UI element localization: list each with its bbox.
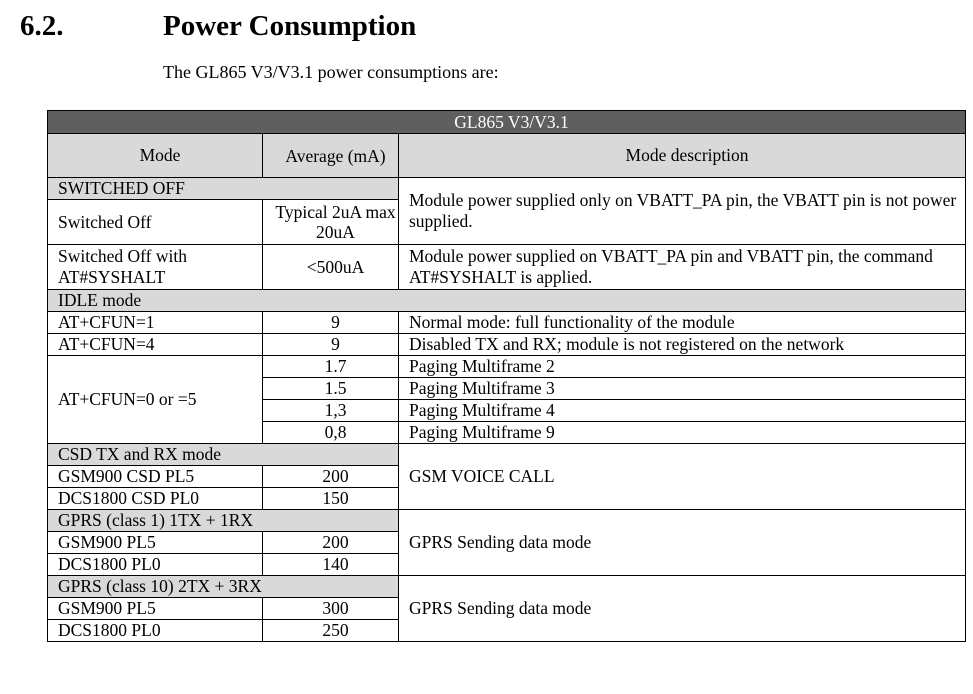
mode-cell: GSM900 PL5 (48, 598, 263, 620)
table-row (48, 312, 966, 334)
group-row (48, 290, 966, 312)
group-csd: CSD TX and RX mode (48, 444, 399, 466)
group-row (48, 510, 966, 532)
average-cell: 9 (263, 312, 399, 334)
mode-cell: AT+CFUN=4 (48, 334, 263, 356)
mode-cell: DCS1800 PL0 (48, 620, 263, 642)
table-header-row (48, 134, 966, 178)
section-title: Power Consumption (163, 10, 417, 42)
section-number: 6.2. (20, 10, 64, 42)
group-row (48, 576, 966, 598)
header-mode: Mode (48, 134, 263, 178)
mode-cell: AT+CFUN=1 (48, 312, 263, 334)
header-description: Mode description (399, 134, 966, 178)
mode-description: GPRS Sending data mode (399, 510, 966, 576)
power-consumption-table (47, 110, 966, 642)
mode-description: GSM VOICE CALL (399, 444, 966, 510)
mode-description: Paging Multiframe 2 (399, 356, 966, 378)
mode-description: Paging Multiframe 9 (399, 422, 966, 444)
mode-cell: GSM900 PL5 (48, 532, 263, 554)
mode-description: Module power supplied only on VBATT_PA pin, the VBATT pin is not power supplied. (399, 178, 966, 245)
group-gprs-class10: GPRS (class 10) 2TX + 3RX (48, 576, 399, 598)
average-cell: <500uA (263, 245, 399, 290)
table-title: GL865 V3/V3.1 (48, 111, 966, 134)
mode-description: Module power supplied on VBATT_PA pin and VBATT pin, the command AT#SYSHALT is applied. (399, 245, 966, 290)
table-row (48, 334, 966, 356)
average-cell: 150 (263, 488, 399, 510)
average-cell: 300 (263, 598, 399, 620)
intro-text: The GL865 V3/V3.1 power consumptions are: (163, 62, 499, 82)
group-gprs-class1: GPRS (class 1) 1TX + 1RX (48, 510, 399, 532)
average-cell: 9 (263, 334, 399, 356)
average-cell: 200 (263, 466, 399, 488)
mode-cell: AT+CFUN=0 or =5 (48, 356, 263, 444)
mode-cell: DCS1800 PL0 (48, 554, 263, 576)
average-cell: 200 (263, 532, 399, 554)
average-cell: 0,8 (263, 422, 399, 444)
average-cell: 250 (263, 620, 399, 642)
mode-cell: Switched Off with AT#SYSHALT (48, 245, 263, 290)
table-row (48, 245, 966, 290)
table-title-row (48, 111, 966, 134)
group-idle: IDLE mode (48, 290, 966, 312)
average-cell: 1.5 (263, 378, 399, 400)
average-cell: 1.7 (263, 356, 399, 378)
average-cell: Typical 2uA max 20uA (263, 200, 399, 245)
group-row (48, 444, 966, 466)
mode-description: Disabled TX and RX; module is not registered on the network (399, 334, 966, 356)
header-average: Average (mA) (263, 134, 399, 178)
average-cell: 140 (263, 554, 399, 576)
mode-cell: DCS1800 CSD PL0 (48, 488, 263, 510)
mode-description: Normal mode: full functionality of the module (399, 312, 966, 334)
mode-description: Paging Multiframe 4 (399, 400, 966, 422)
mode-cell: Switched Off (48, 200, 263, 245)
group-row (48, 178, 966, 200)
mode-cell: GSM900 CSD PL5 (48, 466, 263, 488)
group-switched-off: SWITCHED OFF (48, 178, 399, 200)
mode-description: Paging Multiframe 3 (399, 378, 966, 400)
mode-description: GPRS Sending data mode (399, 576, 966, 642)
average-cell: 1,3 (263, 400, 399, 422)
table-row (48, 356, 966, 378)
